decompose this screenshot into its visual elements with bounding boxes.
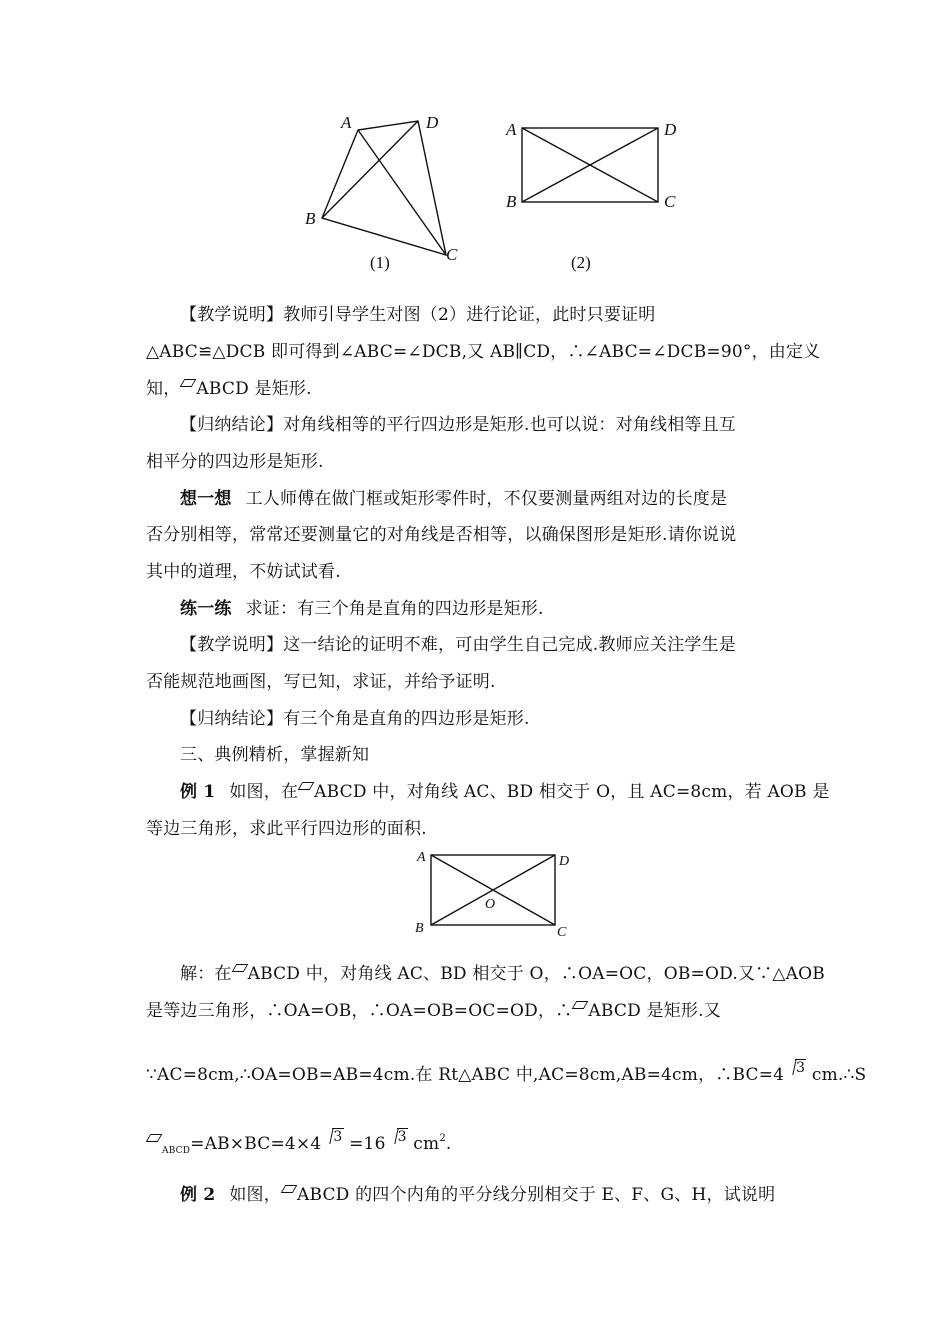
unit-superscript: 2: [439, 1133, 446, 1144]
fig3-label-d: D: [559, 854, 570, 869]
fig1-quadrilateral: [322, 121, 446, 255]
teaching-note-2-line-2: 否能规范地画图，写已知，求证，并给予证明.: [146, 672, 496, 692]
text-fragment: 如图，: [229, 1185, 281, 1205]
parallelogram-icon: [180, 379, 194, 388]
fig1-label-a: A: [341, 113, 352, 132]
text-fragment: =16: [343, 1134, 386, 1154]
text-fragment: ABCD 中，对角线 AC、BD 相交于 O，且 AC=8cm，若 AOB 是: [314, 782, 830, 802]
sqrt-symbol: [786, 1057, 806, 1086]
area-subscript: ABCD: [162, 1146, 191, 1156]
text-fragment: cm.∴S: [806, 1065, 867, 1085]
example-2-heading: 例 2: [180, 1185, 216, 1205]
practice-heading: 练一练: [180, 599, 232, 619]
example-1-line-2: 等边三角形，求此平行四边形的面积.: [146, 819, 427, 839]
parallelogram-icon: [572, 1001, 586, 1010]
fig2-label-b: B: [506, 192, 517, 211]
fig1-label-b: B: [305, 209, 316, 228]
fig3-label-b: B: [415, 921, 424, 936]
text-fragment: 求证：有三个角是直角的四边形是矩形.: [245, 599, 544, 619]
think-section-line-3: 其中的道理，不妨试试看.: [146, 562, 341, 582]
teaching-note-1-line-3: [146, 378, 312, 400]
parallelogram-icon: [281, 1185, 295, 1194]
text-fragment: ABCD 是矩形.又: [588, 1001, 721, 1021]
fig3-label-c: C: [557, 925, 567, 940]
text-fragment: 如图，在: [229, 782, 299, 802]
parallelogram-icon: [146, 1134, 160, 1143]
think-section-line-2: 否分别相等，常常还要测量它的对角线是否相等，以确保图形是矩形.请你说说: [146, 525, 737, 545]
conclusion-1-line-1: 【归纳结论】对角线相等的平行四边形是矩形.也可以说：对角线相等且互: [180, 415, 737, 435]
text-fragment: cm: [407, 1134, 440, 1154]
fig3-label-a: A: [417, 850, 426, 865]
text-fragment: 是等边三角形，∴OA=OB，∴OA=OB=OC=OD，∴: [146, 1001, 573, 1021]
teaching-note-1-line-1: 【教学说明】教师引导学生对图（2）进行论证，此时只要证明: [180, 305, 656, 325]
text-fragment: .: [445, 1134, 452, 1154]
example-1-heading: 例 1: [180, 782, 216, 802]
teaching-note-2-line-1: 【教学说明】这一结论的证明不难，可由学生自己完成.教师应关注学生是: [180, 635, 737, 655]
text-fragment: ABCD 是矩形.: [196, 379, 312, 399]
fig1-label-c: C: [446, 245, 458, 264]
section-heading: 三、典例精析，掌握新知: [180, 745, 370, 765]
teaching-note-1-line-2: △ABC≌△DCB 即可得到∠ABC=∠DCB,又 AB∥CD，∴∠ABC=∠DCB=90°，由定义: [146, 342, 821, 362]
parallelogram-icon: [298, 782, 312, 791]
example-2-line-1: [180, 1184, 775, 1206]
solution-line-2: [146, 1000, 721, 1022]
text-fragment: ABCD 的四个内角的平分线分别相交于 E、F、G、H，试说明: [296, 1185, 776, 1205]
fig1-label-d: D: [426, 113, 439, 132]
text-fragment: ∵AC=8cm,∴OA=OB=AB=4cm.在 Rt△ABC 中,AC=8cm,AB=4cm，∴BC=4: [146, 1065, 785, 1085]
fig3-label-o: O: [485, 897, 496, 912]
sqrt-symbol: [388, 1126, 408, 1155]
figure-3: [405, 845, 585, 943]
parallelogram-icon: [232, 964, 246, 973]
figure-2: [500, 108, 690, 278]
practice-line: [180, 598, 544, 620]
text-fragment: =AB×BC=4×4: [190, 1134, 322, 1154]
radicand: 3: [796, 1060, 806, 1076]
fig1-diagonal-bd: [322, 121, 418, 218]
radicand: 3: [397, 1129, 407, 1145]
solution-line-1: [180, 963, 825, 985]
solution-line-4: [146, 1126, 452, 1162]
example-1-line-1: [180, 781, 830, 803]
text-fragment: 知，: [146, 379, 181, 399]
conclusion-2: 【归纳结论】有三个角是直角的四边形是矩形.: [180, 709, 530, 729]
text-fragment: 解：在: [180, 964, 232, 984]
fig2-label-a: A: [506, 120, 517, 139]
fig2-caption: (2): [571, 253, 591, 272]
fig2-label-d: D: [664, 120, 677, 139]
think-section-line-1: [180, 488, 727, 510]
radicand: 3: [333, 1129, 343, 1145]
text-fragment: 工人师傅在做门框或矩形零件时，不仅要测量两组对边的长度是: [245, 489, 728, 509]
conclusion-1-line-2: 相平分的四边形是矩形.: [146, 452, 324, 472]
figure-1: [300, 108, 470, 278]
think-heading: 想一想: [180, 489, 232, 509]
text-fragment: ABCD 中，对角线 AC、BD 相交于 O，∴OA=OC，OB=OD.又∵△AOB: [247, 964, 825, 984]
fig2-label-c: C: [664, 192, 676, 211]
fig1-caption: (1): [370, 253, 390, 272]
solution-line-3: [146, 1057, 866, 1086]
sqrt-symbol: [323, 1126, 343, 1155]
